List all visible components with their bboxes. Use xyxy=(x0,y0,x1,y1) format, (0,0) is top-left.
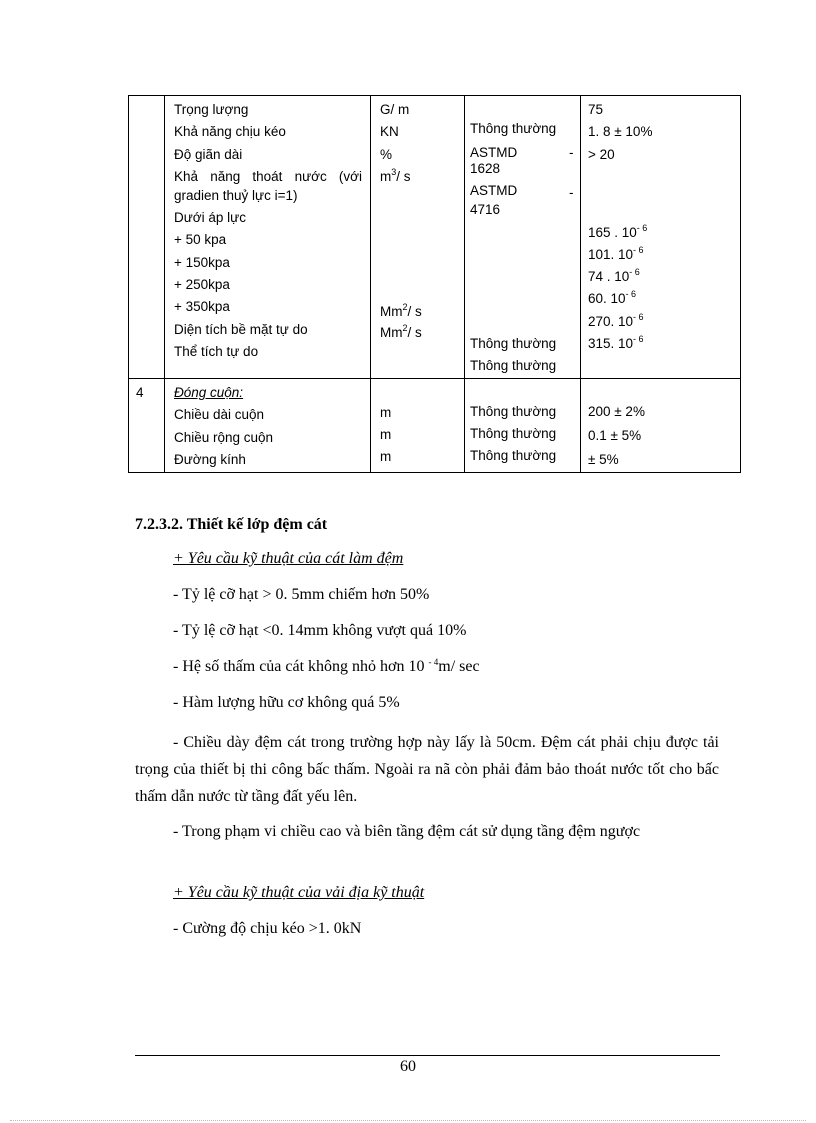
table-cell: 0.1 ± 5% xyxy=(588,428,642,443)
paragraph: - Trong phạm vi chiều cao và biên tầng đệm cát sử dụng tầng đệm ngược xyxy=(173,823,641,840)
paragraph: - Chiều dày đệm cát trong trường hợp này lấy là 50cm. Đệm cát phải chịu được tải trọng của thiết bị thi công bấc thấm. Ngoài ra nã còn phải đảm bảo thoát nước tốt cho bấc thấm dẫn nước từ tầng đất yếu lên. xyxy=(135,734,719,805)
table-cell: Thông thường xyxy=(470,426,557,441)
table-cell: Chiều rộng cuộn xyxy=(174,430,274,445)
table-cell: gradien thuỷ lực i=1) xyxy=(174,188,298,203)
table-cell: + 350kpa xyxy=(174,299,230,314)
table-cell: - xyxy=(569,185,574,200)
table-cell: Khả năng chịu kéo xyxy=(174,124,286,139)
list-item: - Cường độ chịu kéo >1. 0kN xyxy=(173,920,362,937)
table-cell: m xyxy=(380,405,392,420)
table-cell: KN xyxy=(380,124,399,139)
subheading-sand: + Yêu cầu kỹ thuật của cát làm đệm xyxy=(173,550,404,567)
table-cell: Thể tích tự do xyxy=(174,344,259,359)
table-cell: Thông thường xyxy=(470,404,557,419)
page-edge xyxy=(10,1120,806,1121)
table-cell: > 20 xyxy=(588,147,615,162)
table-cell: 74 . $10^{- 6}$ xyxy=(588,267,640,284)
table-cell: Chiều dài cuộn xyxy=(174,407,265,422)
list-item: - Tỷ lệ cỡ hạt <0. 14mm không vượt quá 10% xyxy=(173,622,467,639)
table-cell: G/ m xyxy=(380,102,410,117)
table-cell: 315. $10^{- 6}$ xyxy=(588,334,644,351)
table-cell: 165 . $10^{- 6}$ xyxy=(588,223,648,240)
list-item: - Hệ số thấm của cát không nhỏ hơn 10 $^{- 4}$m/ sec xyxy=(173,657,480,675)
table-cell: + 150kpa xyxy=(174,255,230,270)
table-cell: Diện tích bề mặt tự do xyxy=(174,322,308,337)
subheading-geotextile: + Yêu cầu kỹ thuật của vải địa kỹ thuật xyxy=(173,884,425,901)
table-cell: $m^3/$ s xyxy=(380,167,411,184)
table-cell: ± 5% xyxy=(588,452,619,467)
table-cell: - xyxy=(569,145,574,160)
table-cell: 1628 xyxy=(470,161,501,176)
table-cell: Khả năng thoát nước (với xyxy=(174,169,362,184)
table-cell: 200 ± 2% xyxy=(588,404,645,419)
list-item: - Tỷ lệ cỡ hạt > 0. 5mm chiếm hơn 50% xyxy=(173,586,430,603)
table-cell: Thông thường xyxy=(470,358,557,373)
table-cell: 4 xyxy=(136,385,144,400)
table-cell: ASTMD xyxy=(470,145,518,160)
section-heading: 7.2.3.2. Thiết kế lớp đệm cát xyxy=(135,516,328,533)
page-number: 60 xyxy=(400,1058,416,1075)
table-cell: 75 xyxy=(588,102,604,117)
table-cell: 270. $10^{- 6}$ xyxy=(588,312,644,329)
table-cell: 60. $10^{- 6}$ xyxy=(588,289,637,306)
table-cell: Thông thường xyxy=(470,448,557,463)
footer-divider xyxy=(135,1055,720,1056)
table-cell: m xyxy=(380,449,392,464)
properties-table xyxy=(128,95,741,473)
table-cell: m xyxy=(380,427,392,442)
table-cell: Đóng cuộn: xyxy=(174,385,244,400)
table-cell: + 50 kpa xyxy=(174,232,227,247)
table-cell: Độ giãn dài xyxy=(174,147,243,162)
table-cell: 1. 8 ± 10% xyxy=(588,124,653,139)
table-cell: 101. $10^{- 6}$ xyxy=(588,245,644,262)
table-cell: Mm$^2$/ s xyxy=(380,302,422,319)
table-cell: Thông thường xyxy=(470,336,557,351)
table-cell: + 250kpa xyxy=(174,277,230,292)
table-cell: 4716 xyxy=(470,202,501,217)
table-cell: Đường kính xyxy=(174,452,246,467)
list-item: - Hàm lượng hữu cơ không quá 5% xyxy=(173,694,400,711)
table-cell: Dưới áp lực xyxy=(174,210,246,225)
table-cell: ASTMD xyxy=(470,183,518,198)
table-cell: Mm$^2$/ s xyxy=(380,323,422,340)
table-cell: Trọng lượng xyxy=(174,102,249,117)
table-cell: % xyxy=(380,147,393,162)
table-cell: Thông thường xyxy=(470,121,557,136)
